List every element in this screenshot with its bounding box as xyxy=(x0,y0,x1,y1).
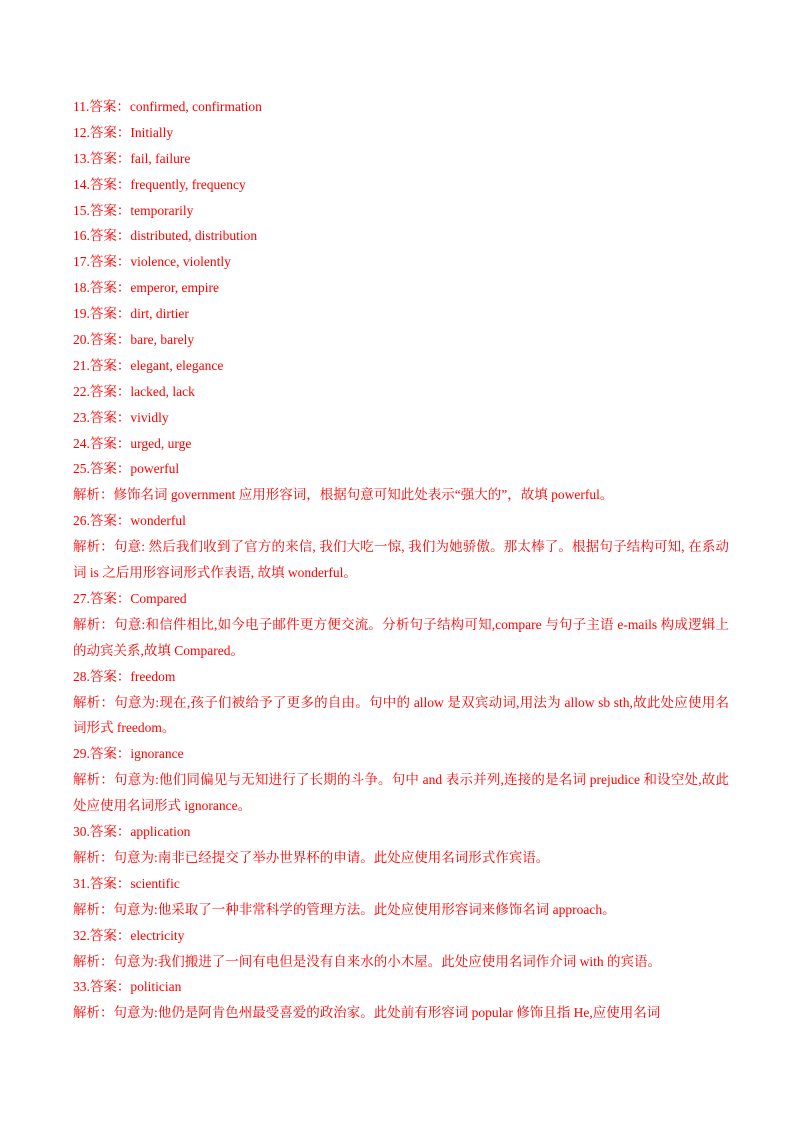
answer-line: 20.答案：bare, barely xyxy=(73,332,195,348)
analysis-paragraph: 解析：句意:和信件相比,如今电子邮件更方便交流。分析句子结构可知,compare 与句子主语 e-mails 构成逻辑上的动宾关系,故填 Compared。 xyxy=(73,616,729,658)
answer-line: 30.答案：application xyxy=(73,824,191,840)
answer-line: 13.答案：fail, failure xyxy=(73,150,191,166)
answer-line: 31.答案：scientific xyxy=(73,875,180,891)
analysis-line: 解析：句意为:南非已经提交了举办世界杯的申请。此处应使用名词形式作宾语。 xyxy=(73,849,550,865)
answer-line: 33.答案：politician xyxy=(73,979,182,995)
answer-key xyxy=(73,94,729,1026)
answer-line: 22.答案：lacked, lack xyxy=(73,383,195,399)
answer-line: 29.答案：ignorance xyxy=(73,746,184,762)
answer-line: 14.答案：frequently, frequency xyxy=(73,176,246,192)
answer-line: 12.答案：Initially xyxy=(73,124,174,140)
analysis-line: 解析：句意为:他采取了一种非常科学的管理方法。此处应使用形容词来修饰名词 approach。 xyxy=(73,901,616,917)
analysis-line: 解析：句意为:他仍是阿肯色州最受喜爱的政治家。此处前有形容词 popular 修饰且指 He,应使用名词 xyxy=(73,1005,661,1021)
answer-line: 18.答案：emperor, empire xyxy=(73,280,220,296)
answer-line: 17.答案：violence, violently xyxy=(73,254,231,270)
answer-line: 32.答案：electricity xyxy=(73,927,185,943)
analysis-line: 解析：句意为:我们搬进了一间有电但是没有自来水的小木屋。此处应使用名词作介词 with 的宾语。 xyxy=(73,953,662,969)
analysis-paragraph: 解析：句意为:他们同偏见与无知进行了长期的斗争。句中 and 表示并列,连接的是名词 prejudice 和设空处,故此处应使用名词形式 ignorance。 xyxy=(73,772,729,814)
answer-line: 26.答案：wonderful xyxy=(73,513,186,529)
answer-line: 23.答案：vividly xyxy=(73,409,169,425)
answer-line: 25.答案：powerful xyxy=(73,461,180,477)
answer-line: 11.答案：confirmed, confirmation xyxy=(73,99,262,114)
answer-line: 24.答案：urged, urge xyxy=(73,435,192,451)
answer-line: 27.答案：Compared xyxy=(73,590,187,606)
answer-line: 15.答案：temporarily xyxy=(73,202,194,218)
analysis-paragraph: 解析：句意为:现在,孩子们被给予了更多的自由。句中的 allow 是双宾动词,用法为 allow sb sth,故此处应使用名词形式 freedom。 xyxy=(73,694,729,736)
answer-line: 21.答案：elegant, elegance xyxy=(73,357,224,373)
answer-line: 19.答案：dirt, dirtier xyxy=(73,306,189,322)
analysis-paragraph: 解析：句意: 然后我们收到了官方的来信, 我们大吃一惊, 我们为她骄傲。那太棒了。根据句子结构可知, 在系动词 is 之后用形容词形式作表语, 故填 wonderful。 xyxy=(73,539,729,581)
answer-line: 16.答案：distributed, distribution xyxy=(73,228,258,244)
analysis-line: 解析：修饰名词 government 应用形容词，根据句意可知此处表示“强大的”，故填 powerful。 xyxy=(73,487,614,503)
answer-line: 28.答案：freedom xyxy=(73,668,176,684)
